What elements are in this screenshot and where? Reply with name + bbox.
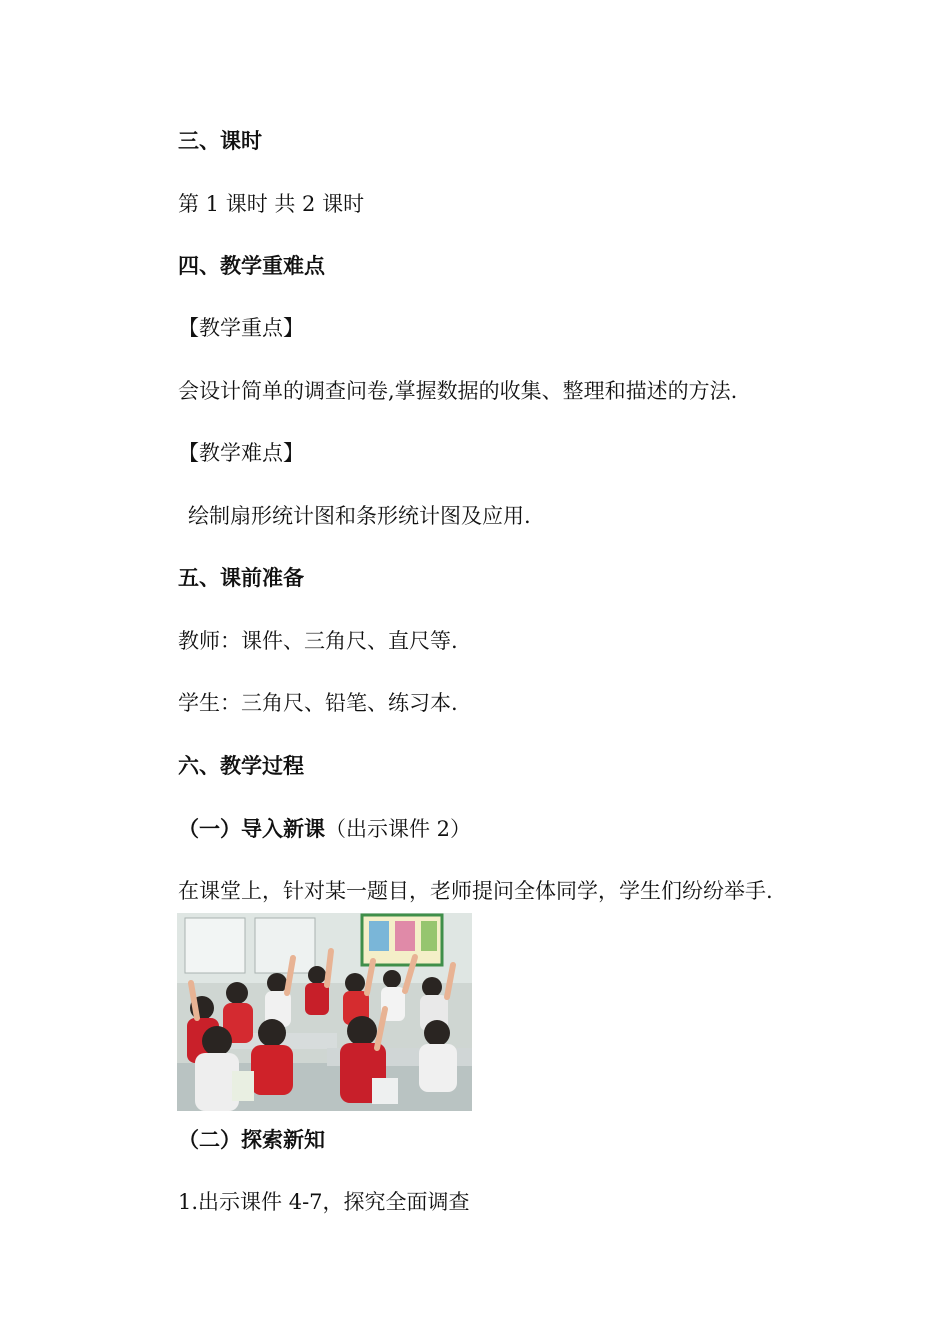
student-prep-text: 学生：三角尺、铅笔、练习本. bbox=[178, 691, 458, 715]
section-5-heading: 五、课前准备 bbox=[178, 566, 304, 590]
part-2-heading: （二）探索新知 bbox=[178, 1128, 325, 1152]
key-point-label: 【教学重点】 bbox=[178, 316, 304, 340]
part-1-note: （出示课件 2） bbox=[325, 817, 472, 841]
section-3-heading: 三、课时 bbox=[178, 129, 262, 153]
part-1-text: 在课堂上，针对某一题目，老师提问全体同学，学生们纷纷举手. bbox=[178, 879, 773, 903]
part-1-title: （一）导入新课 bbox=[178, 817, 325, 841]
part-1-heading bbox=[178, 814, 471, 844]
classroom-photo bbox=[177, 913, 472, 1111]
section-6-heading: 六、教学过程 bbox=[178, 754, 304, 778]
section-4-heading: 四、教学重难点 bbox=[178, 254, 325, 278]
teacher-prep-text: 教师：课件、三角尺、直尺等. bbox=[178, 629, 458, 653]
classroom-photo-icon bbox=[177, 913, 472, 1111]
lesson-count-text: 第 1 课时 共 2 课时 bbox=[178, 192, 365, 216]
key-point-text: 会设计简单的调查问卷,掌握数据的收集、整理和描述的方法. bbox=[178, 379, 738, 403]
difficulty-label: 【教学难点】 bbox=[178, 441, 304, 465]
difficulty-text: 绘制扇形统计图和条形统计图及应用. bbox=[188, 504, 531, 528]
step-1-text: 1.出示课件 4-7，探究全面调查 bbox=[178, 1190, 470, 1214]
